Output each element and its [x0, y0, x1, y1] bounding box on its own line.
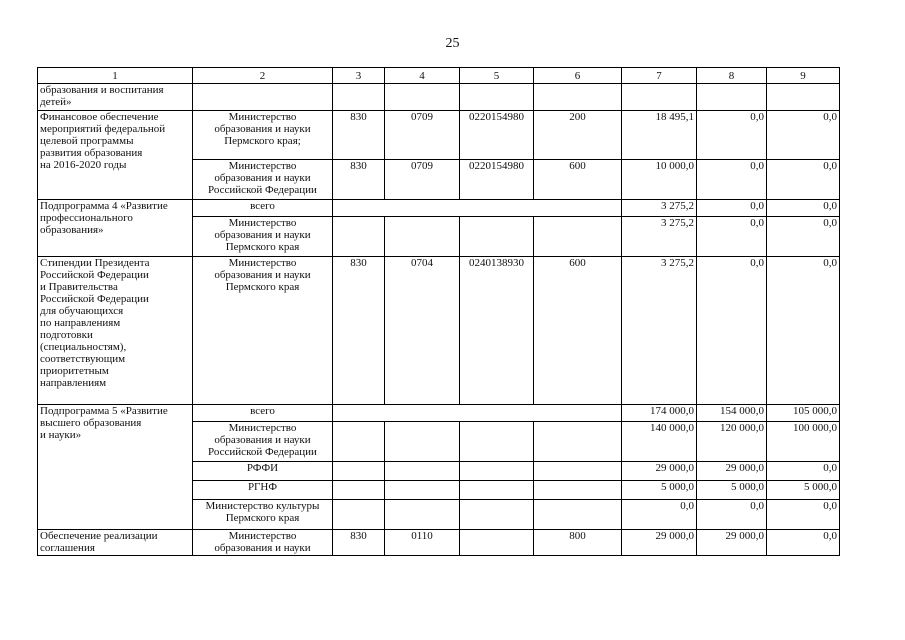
amount-cell: 3 275,2: [622, 257, 697, 405]
page-number: 25: [445, 36, 460, 51]
executor-cell: Министерство образования и науки Пермского края: [193, 217, 333, 257]
amount-cell: 18 495,1: [622, 111, 697, 160]
amount-cell: 0,0: [697, 500, 767, 530]
table-cell: [333, 200, 622, 217]
amount-cell: 0,0: [767, 111, 840, 160]
amount-cell: 154 000,0: [697, 405, 767, 422]
table-cell: [333, 481, 385, 500]
table-cell: 830: [333, 257, 385, 405]
executor-cell: Министерство образования и науки Пермского края: [193, 257, 333, 405]
budget-table: [37, 67, 840, 556]
table-row: [38, 84, 840, 111]
table-cell: [333, 217, 385, 257]
amount-cell: 140 000,0: [622, 422, 697, 462]
amount-cell: 0,0: [767, 500, 840, 530]
executor-cell: всего: [193, 405, 333, 422]
header-cell: 9: [767, 68, 840, 84]
table-cell: [534, 217, 622, 257]
table-cell: 830: [333, 111, 385, 160]
table-cell: 0240138930: [460, 257, 534, 405]
table-row: [38, 405, 840, 422]
table-cell: [460, 530, 534, 556]
amount-cell: 0,0: [697, 257, 767, 405]
header-cell: 2: [193, 68, 333, 84]
program-name-cell: Обеспечение реализации соглашения: [38, 530, 193, 556]
header-cell: 3: [333, 68, 385, 84]
table-cell: 0220154980: [460, 160, 534, 200]
amount-cell: 0,0: [767, 160, 840, 200]
table-cell: [333, 500, 385, 530]
amount-cell: 5 000,0: [767, 481, 840, 500]
amount-cell: 120 000,0: [697, 422, 767, 462]
table-cell: 800: [534, 530, 622, 556]
program-name-cell: Подпрограмма 4 «Развитие профессионального образования»: [38, 200, 193, 257]
amount-cell: 29 000,0: [622, 462, 697, 481]
table-cell: 0709: [385, 111, 460, 160]
table-cell: [193, 84, 333, 111]
table-cell: [460, 462, 534, 481]
table-cell: [534, 481, 622, 500]
table-cell: [385, 217, 460, 257]
table-row: [38, 530, 840, 556]
header-cell: 5: [460, 68, 534, 84]
table-cell: 0220154980: [460, 111, 534, 160]
table-row: [38, 111, 840, 160]
table-cell: [385, 481, 460, 500]
table-cell: [333, 422, 385, 462]
table-cell: [534, 462, 622, 481]
program-name-cell: Подпрограмма 5 «Развитие высшего образования и науки»: [38, 405, 193, 530]
table-cell: [622, 84, 697, 111]
table-cell: [385, 500, 460, 530]
amount-cell: 10 000,0: [622, 160, 697, 200]
amount-cell: 29 000,0: [622, 530, 697, 556]
table-cell: 600: [534, 257, 622, 405]
table-cell: [767, 84, 840, 111]
header-cell: 6: [534, 68, 622, 84]
table-cell: [460, 500, 534, 530]
amount-cell: 3 275,2: [622, 200, 697, 217]
table-cell: [460, 84, 534, 111]
executor-cell: Министерство образования и науки Российской Федерации: [193, 160, 333, 200]
amount-cell: 29 000,0: [697, 530, 767, 556]
table-cell: 0709: [385, 160, 460, 200]
amount-cell: 0,0: [697, 217, 767, 257]
amount-cell: 100 000,0: [767, 422, 840, 462]
table-cell: [534, 500, 622, 530]
amount-cell: 0,0: [767, 530, 840, 556]
program-name-cell: Стипендии Президента Российской Федерации и Правительства Российской Федерации для обучающихся по направлениям подготовки (специальностям), соответствующим приоритетным направлениям: [38, 257, 193, 405]
table-cell: [460, 481, 534, 500]
amount-cell: 0,0: [767, 217, 840, 257]
amount-cell: 105 000,0: [767, 405, 840, 422]
executor-cell: всего: [193, 200, 333, 217]
executor-cell: РГНФ: [193, 481, 333, 500]
amount-cell: 3 275,2: [622, 217, 697, 257]
executor-cell: Министерство образования и науки Российской Федерации: [193, 422, 333, 462]
table-cell: 600: [534, 160, 622, 200]
executor-cell: Министерство образования и науки Пермского края;: [193, 111, 333, 160]
table-cell: 830: [333, 160, 385, 200]
table-cell: 0704: [385, 257, 460, 405]
table-cell: 0110: [385, 530, 460, 556]
amount-cell: 0,0: [697, 160, 767, 200]
header-cell: 7: [622, 68, 697, 84]
table-cell: [460, 217, 534, 257]
table-cell: [534, 422, 622, 462]
header-cell: 8: [697, 68, 767, 84]
table-cell: [534, 84, 622, 111]
table-cell: [460, 422, 534, 462]
table-row: [38, 257, 840, 405]
table-cell: [385, 84, 460, 111]
executor-cell: Министерство культуры Пермского края: [193, 500, 333, 530]
amount-cell: 0,0: [697, 200, 767, 217]
amount-cell: 0,0: [697, 111, 767, 160]
amount-cell: 5 000,0: [622, 481, 697, 500]
program-name-cell: образования и воспитания детей»: [38, 84, 193, 111]
amount-cell: 174 000,0: [622, 405, 697, 422]
program-name-cell: Финансовое обеспечение мероприятий федеральной целевой программы развития образования на 2016-2020 годы: [38, 111, 193, 200]
executor-cell: Министерство образования и науки: [193, 530, 333, 556]
table-cell: [385, 422, 460, 462]
table-cell: 830: [333, 530, 385, 556]
amount-cell: 5 000,0: [697, 481, 767, 500]
amount-cell: 0,0: [767, 257, 840, 405]
table-cell: [333, 462, 385, 481]
amount-cell: 0,0: [767, 200, 840, 217]
column-number-row: [38, 68, 840, 84]
amount-cell: 29 000,0: [697, 462, 767, 481]
executor-cell: РФФИ: [193, 462, 333, 481]
amount-cell: 0,0: [622, 500, 697, 530]
table-cell: [385, 462, 460, 481]
header-cell: 4: [385, 68, 460, 84]
amount-cell: 0,0: [767, 462, 840, 481]
table-row: [38, 200, 840, 217]
header-cell: 1: [38, 68, 193, 84]
table-cell: [697, 84, 767, 111]
table-cell: 200: [534, 111, 622, 160]
table-cell: [333, 84, 385, 111]
table-cell: [333, 405, 622, 422]
